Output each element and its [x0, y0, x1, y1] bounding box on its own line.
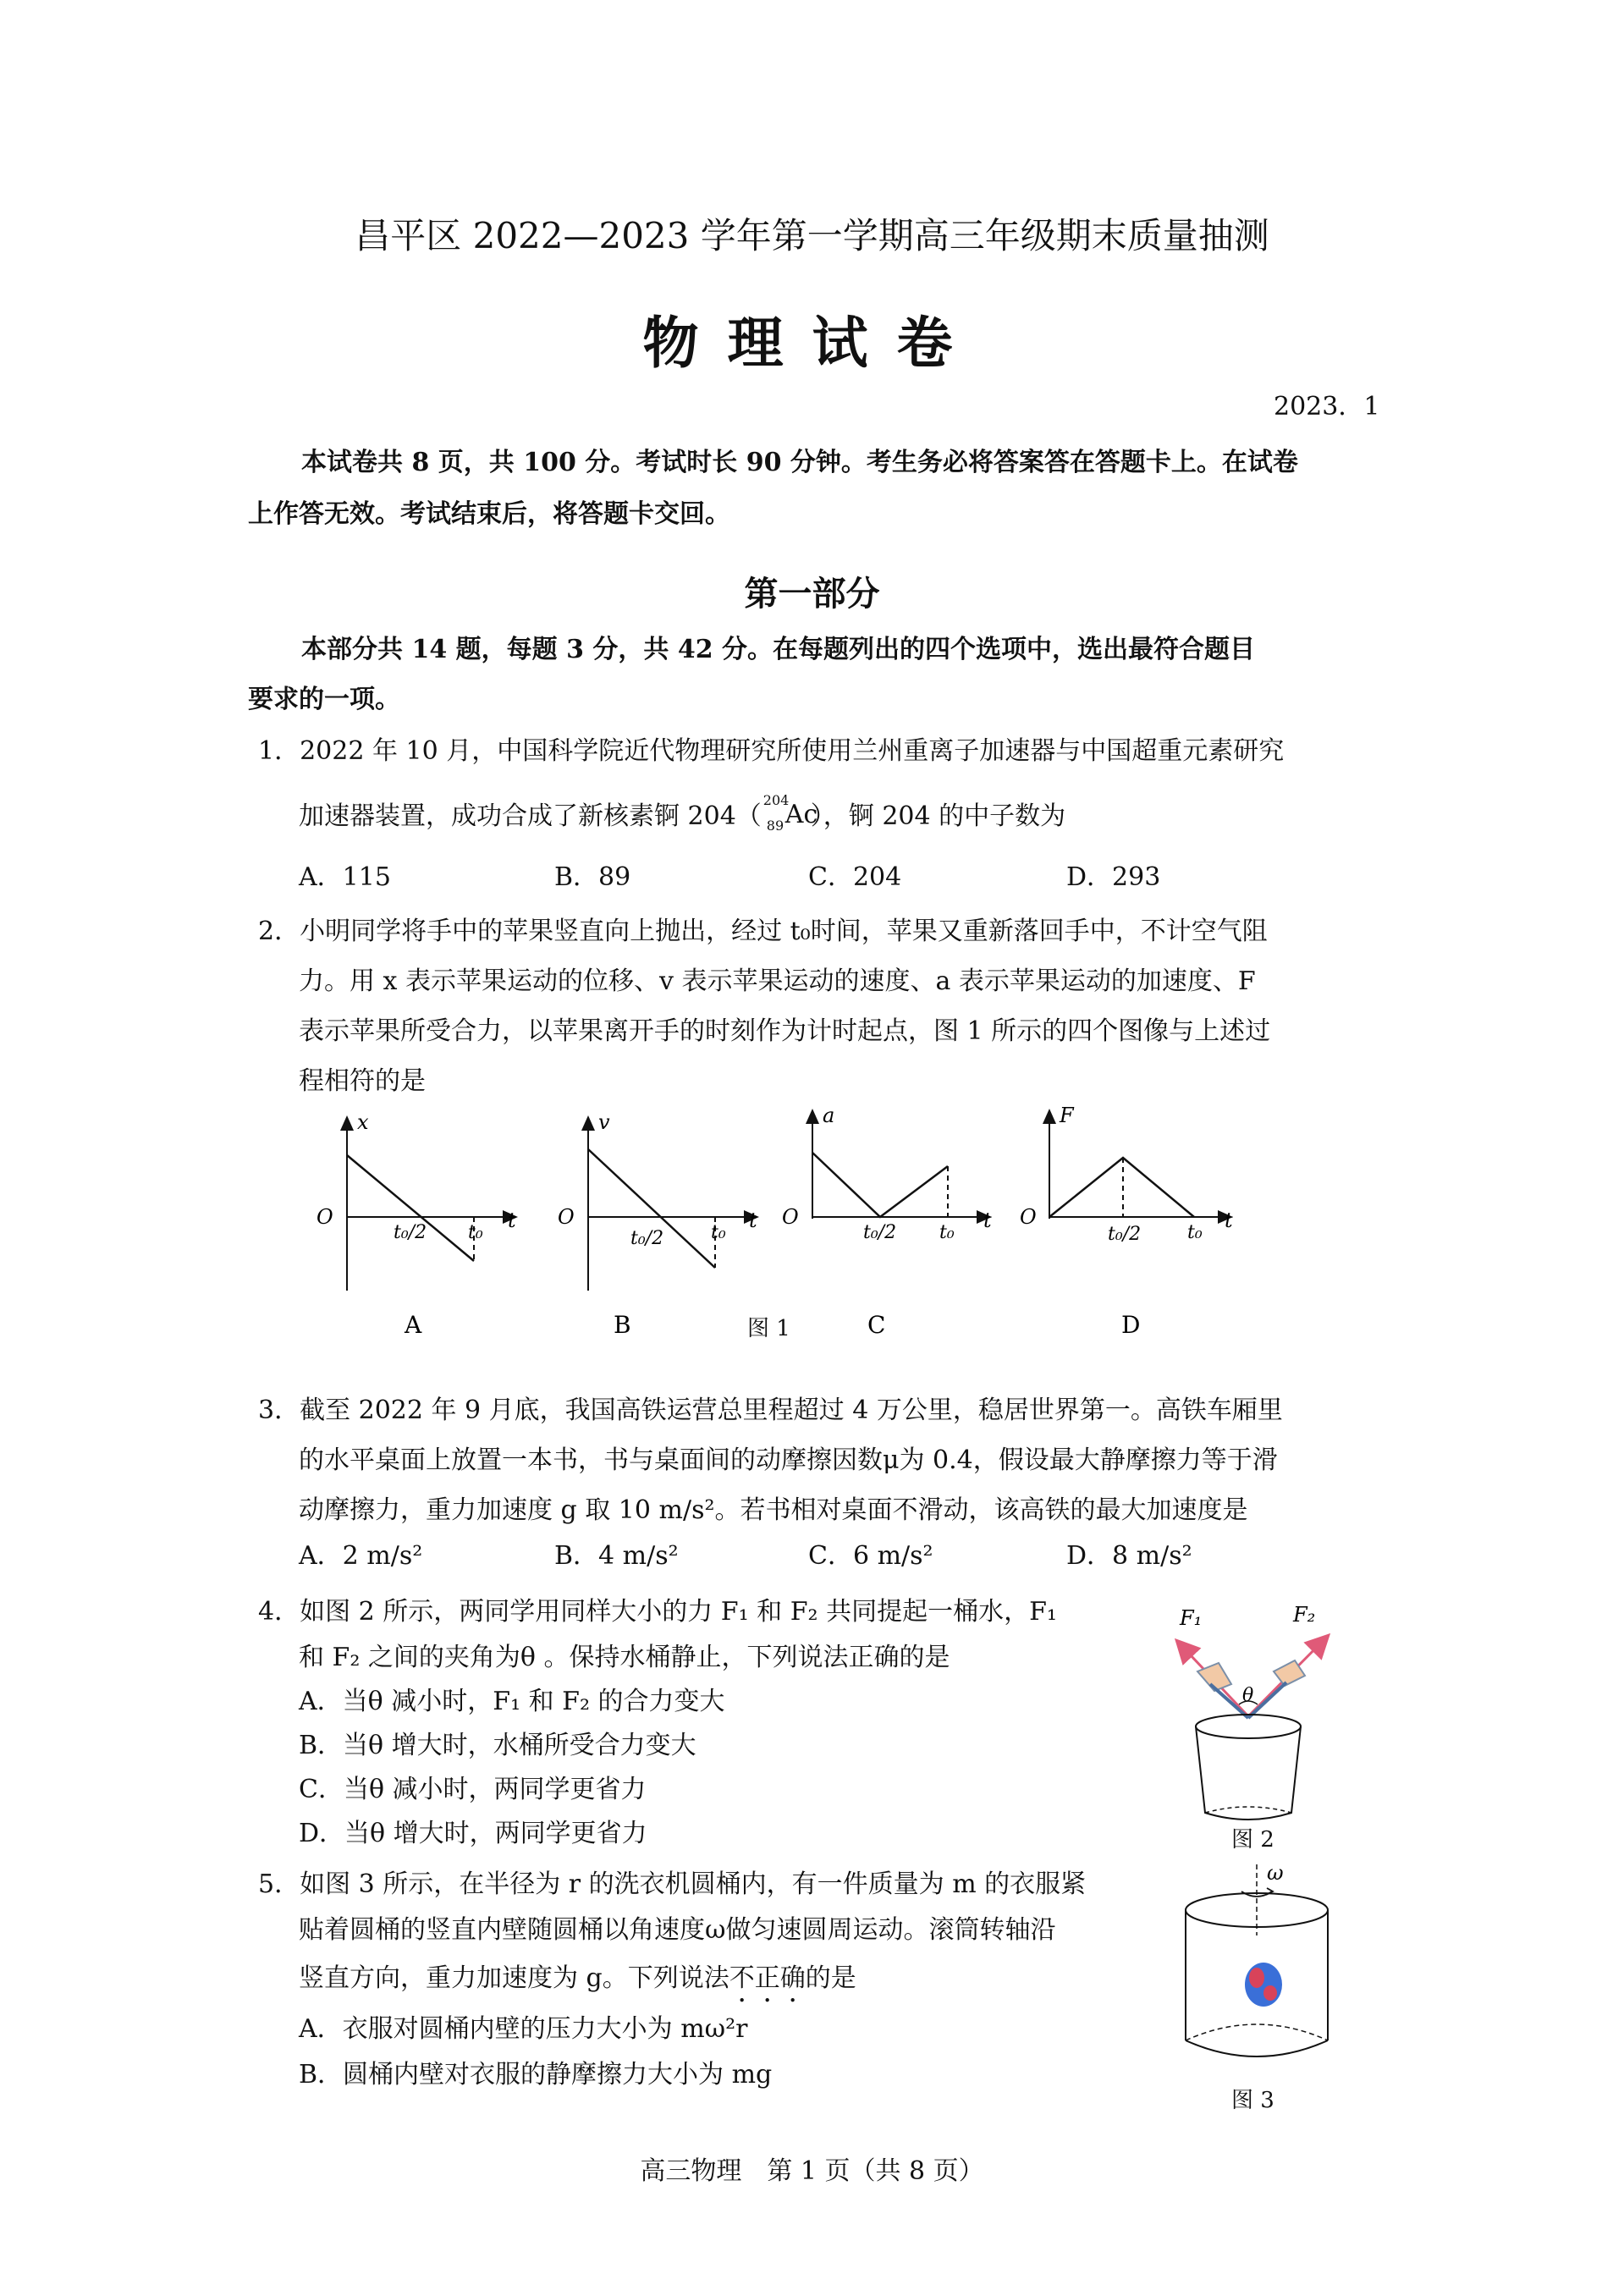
figure-2-caption: 图 2: [1231, 1827, 1274, 1853]
element-symbol: Ac: [784, 800, 818, 829]
instructions-line2: 上作答无效。考试结束后，将答题卡交回。: [248, 499, 730, 529]
graph-d: [1020, 1104, 1233, 1339]
exam-title: 昌平区 2022—2023 学年第一学期高三年级期末质量抽测: [355, 215, 1269, 256]
graph-a-origin: O: [317, 1205, 333, 1229]
q4-option-c: C．当θ 减小时，两同学更省力: [299, 1775, 647, 1804]
graph-b-tick-full: t₀: [711, 1222, 726, 1243]
section-intro-line2: 要求的一项。: [248, 685, 400, 714]
right-arm: [1248, 1682, 1286, 1718]
page-footer: 高三物理 第 1 页（共 8 页）: [640, 2156, 984, 2186]
q1-option-d: D．293: [1066, 862, 1161, 892]
graph-c-line: [812, 1153, 948, 1217]
graph-b-tick-half: t₀/2: [630, 1228, 664, 1249]
q2-line2: 力。用 x 表示苹果运动的位移、v 表示苹果运动的速度、a 表示苹果运动的加速度、F: [299, 966, 1256, 996]
graph-b-letter: B: [614, 1311, 631, 1339]
graph-a-tick-half: t₀/2: [394, 1222, 427, 1243]
atomic-number: 89: [766, 818, 784, 834]
label-theta: θ: [1242, 1685, 1254, 1706]
label-f2: F₂: [1293, 1603, 1316, 1627]
graph-b-y-label: v: [598, 1110, 610, 1134]
bucket-rim: [1196, 1715, 1301, 1738]
q2-line3: 表示苹果所受合力，以苹果离开手的时刻作为计时起点，图 1 所示的四个图像与上述过: [299, 1016, 1271, 1046]
clothing: [1245, 1963, 1282, 2007]
q1-text-b: ），锕 204 的中子数为: [810, 801, 1066, 831]
graph-a-tick-full: t₀: [468, 1222, 483, 1243]
graph-d-line: [1049, 1158, 1194, 1217]
q1-option-b: B．89: [554, 862, 631, 892]
graph-c: [782, 1104, 992, 1339]
graph-d-letter: D: [1121, 1311, 1141, 1339]
q4-option-d: D．当θ 增大时，两同学更省力: [299, 1819, 647, 1848]
q1-option-c: C．204: [808, 862, 902, 892]
graph-c-tick-full: t₀: [939, 1222, 955, 1243]
q1-line1: 1．2022 年 10 月，中国科学院近代物理研究所使用兰州重离子加速器与中国超重元素研究: [258, 736, 1285, 766]
q3-line2: 的水平桌面上放置一本书，书与桌面间的动摩擦因数μ为 0.4，假设最大静摩擦力等于滑: [299, 1445, 1278, 1475]
q1-line2: [299, 792, 1066, 834]
q2-line4: 程相符的是: [299, 1066, 426, 1096]
graph-d-tick-half: t₀/2: [1108, 1224, 1142, 1245]
q4-line2: 和 F₂ 之间的夹角为θ 。保持水桶静止，下列说法正确的是: [299, 1643, 950, 1672]
section-heading: 第一部分: [744, 574, 880, 614]
q5-option-b: B．圆桶内壁对衣服的静摩擦力大小为 mg: [299, 2060, 773, 2090]
figure-2: [1159, 1591, 1354, 1862]
drum-bottom-back: [1186, 2024, 1328, 2040]
q3-option-b: B．4 m/s²: [554, 1541, 679, 1571]
q2-line1: 2．小明同学将手中的苹果竖直向上抛出，经过 t₀时间，苹果又重新落回手中，不计空气阻: [258, 917, 1268, 946]
figure-1: [305, 1100, 1286, 1354]
graph-c-y-label: a: [823, 1104, 835, 1127]
label-omega: ω: [1267, 1861, 1284, 1885]
graph-d-tick-full: t₀: [1187, 1222, 1203, 1243]
label-f1: F₁: [1180, 1606, 1203, 1630]
graph-a-letter: A: [405, 1311, 422, 1339]
clothing-blue: [1245, 1963, 1282, 2007]
q1-text-a: 加速器装置，成功合成了新核素锕 204（: [299, 801, 762, 831]
graph-c-origin: O: [782, 1205, 799, 1229]
q3-option-d: D．8 m/s²: [1066, 1541, 1192, 1571]
graph-d-origin: O: [1020, 1205, 1037, 1229]
graph-b: [558, 1110, 757, 1339]
clothing-red-2: [1263, 1985, 1277, 2001]
q5-line3: [299, 1963, 856, 2008]
q1-option-a: A．115: [299, 862, 391, 892]
bucket-body: [1196, 1726, 1301, 1820]
exam-date: 2023．1: [1274, 392, 1380, 421]
q5-option-a: A．衣服对圆桶内壁的压力大小为 mω²r: [299, 2014, 748, 2044]
clothing-red: [1249, 1968, 1264, 1988]
graph-c-x-label: t: [983, 1209, 992, 1232]
graph-a-x-label: t: [508, 1209, 516, 1232]
q4-line1: 4．如图 2 所示，两同学用同样大小的力 F₁ 和 F₂ 共同提起一桶水，F₁: [258, 1597, 1057, 1627]
figure-3-caption: 图 3: [1231, 2088, 1274, 2113]
graph-c-tick-half: t₀/2: [863, 1222, 897, 1243]
q5-line3-b: 的是: [805, 1963, 856, 1993]
q5-line3-emphasis: 不正确: [729, 1963, 806, 1993]
q3-line3: 动摩擦力，重力加速度 g 取 10 m/s²。若书相对桌面不滑动，该高铁的最大加速度是: [299, 1495, 1248, 1525]
q4-option-b: B．当θ 增大时，水桶所受合力变大: [299, 1731, 696, 1760]
graph-a-line: [347, 1155, 474, 1261]
q3-option-c: C．6 m/s²: [808, 1541, 933, 1571]
q5-line1: 5．如图 3 所示，在半径为 r 的洗衣机圆桶内，有一件质量为 m 的衣服紧: [258, 1869, 1087, 1899]
graph-a-y-label: x: [357, 1110, 369, 1134]
graph-b-origin: O: [558, 1205, 575, 1229]
graph-d-y-label: F: [1060, 1104, 1074, 1127]
q3-option-a: A．2 m/s²: [299, 1541, 423, 1571]
graph-c-letter: C: [867, 1311, 886, 1339]
figure-3: [1172, 1858, 1341, 2078]
nuclide-notation: [762, 792, 818, 834]
bucket-bottom: [1205, 1807, 1291, 1813]
subject-title: 物理试卷: [642, 310, 982, 376]
graph-d-x-label: t: [1225, 1209, 1233, 1232]
q3-line1: 3．截至 2022 年 9 月底，我国高铁运营总里程超过 4 万公里，稳居世界第一。高铁车厢里: [258, 1396, 1283, 1425]
section-intro-line1: 本部分共 14 题，每题 3 分，共 42 分。在每题列出的四个选项中，选出最符合题目: [301, 635, 1256, 664]
q5-line3-a: 竖直方向，重力加速度为 g。下列说法: [299, 1963, 729, 1993]
mass-number: 204: [762, 792, 790, 808]
instructions-line1: 本试卷共 8 页，共 100 分。考试时长 90 分钟。考生务必将答案答在答题卡上。在试卷: [301, 448, 1298, 477]
drum-bottom-front: [1186, 2040, 1328, 2056]
graph-b-x-label: t: [749, 1209, 757, 1232]
figure-1-caption: 图 1: [747, 1316, 790, 1341]
q5-line2: 贴着圆桶的竖直内壁随圆桶以角速度ω做匀速圆周运动。滚筒转轴沿: [299, 1915, 1056, 1945]
graph-a: [317, 1110, 516, 1339]
q4-option-a: A．当θ 减小时，F₁ 和 F₂ 的合力变大: [299, 1687, 725, 1716]
graph-b-line: [588, 1149, 715, 1268]
